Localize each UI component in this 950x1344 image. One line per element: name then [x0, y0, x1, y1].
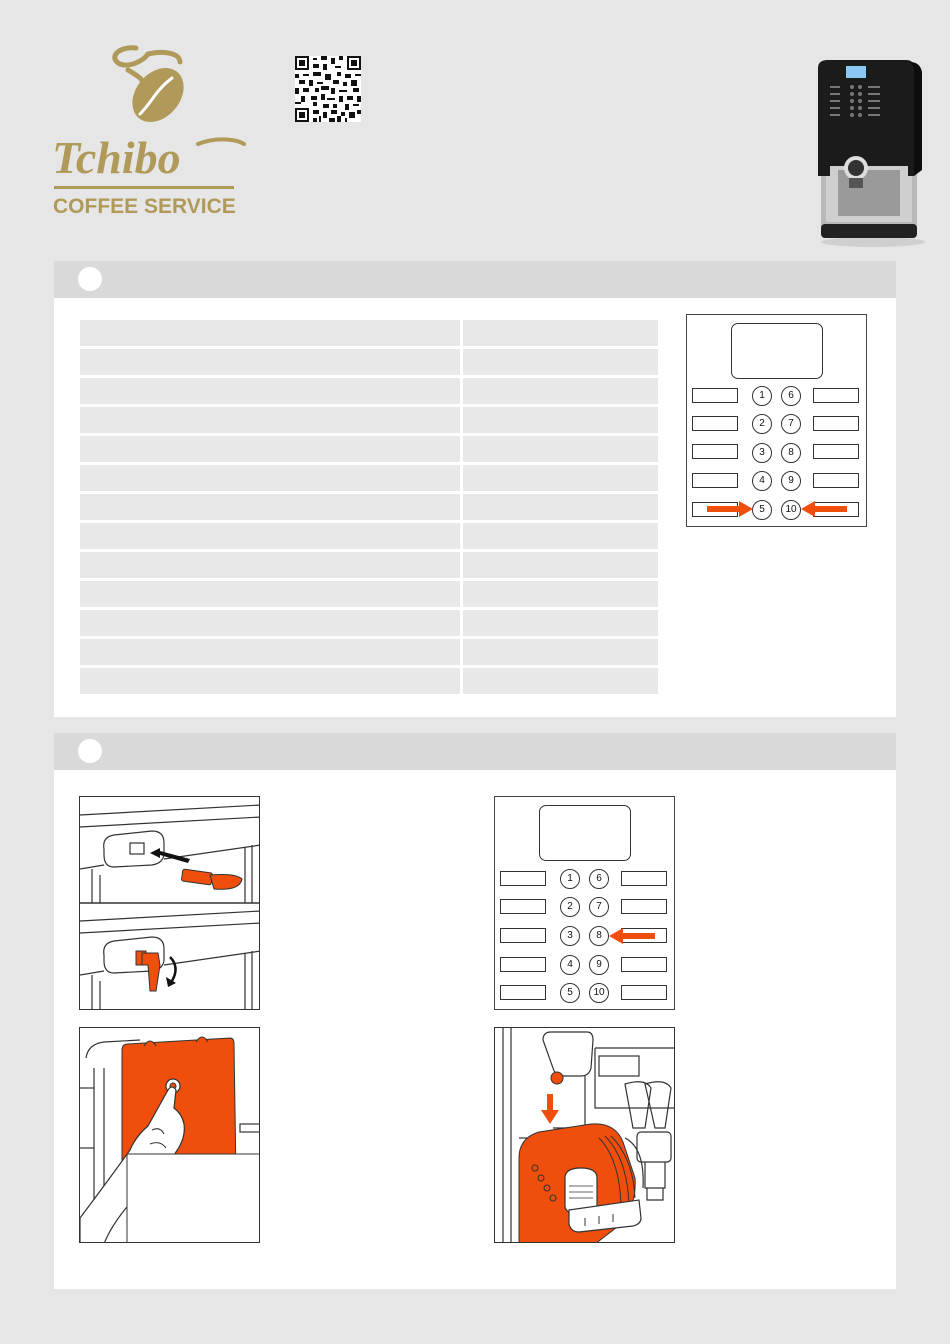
logo-subtitle: COFFEE SERVICE [53, 195, 236, 218]
key-2[interactable]: 2 [560, 897, 580, 917]
table-row [80, 494, 658, 520]
key-8[interactable]: 8 [781, 443, 801, 463]
keypad-display [539, 805, 631, 861]
key-7[interactable]: 7 [589, 897, 609, 917]
key-label-box [692, 473, 738, 488]
key-label-box [692, 416, 738, 431]
milk-module-illustration [494, 1027, 675, 1243]
key-1[interactable]: 1 [752, 386, 772, 406]
section-header-2 [54, 733, 896, 770]
key-label-box [813, 444, 859, 459]
table-row [80, 378, 658, 404]
key-insert-illustration [79, 796, 260, 1010]
arrow-right-icon [707, 501, 753, 517]
key-10[interactable]: 10 [589, 983, 609, 1003]
table-row [80, 465, 658, 491]
table-row [80, 320, 658, 346]
key-label-box [621, 899, 667, 914]
keypad-display [731, 323, 823, 379]
key-4[interactable]: 4 [752, 471, 772, 491]
key-label-box [500, 985, 546, 1000]
table-row [80, 436, 658, 462]
section-header-1 [54, 261, 896, 298]
settings-panel [54, 261, 896, 717]
parameter-table [80, 317, 658, 697]
key-label-box [692, 444, 738, 459]
key-label-box [813, 473, 859, 488]
key-4[interactable]: 4 [560, 955, 580, 975]
key-9[interactable]: 9 [589, 955, 609, 975]
key-label-box [813, 416, 859, 431]
key-label-box [692, 388, 738, 403]
keypad-diagram-service [686, 314, 867, 527]
key-7[interactable]: 7 [781, 414, 801, 434]
key-1[interactable]: 1 [560, 869, 580, 889]
key-label-box [621, 985, 667, 1000]
arrow-left-icon [609, 928, 655, 944]
table-row [80, 581, 658, 607]
key-10[interactable]: 10 [781, 500, 801, 520]
key-label-box [500, 899, 546, 914]
key-label-box [813, 388, 859, 403]
procedure-panel [54, 733, 896, 1289]
table-row [80, 523, 658, 549]
wordmark-text: Tchibo [52, 132, 181, 183]
key-label-box [621, 957, 667, 972]
arrow-left-icon [801, 501, 847, 517]
key-label-box [500, 928, 546, 943]
key-label-box [500, 871, 546, 886]
key-6[interactable]: 6 [781, 386, 801, 406]
table-row [80, 639, 658, 665]
table-row [80, 668, 658, 694]
keypad-diagram-step [494, 796, 675, 1010]
key-5[interactable]: 5 [752, 500, 772, 520]
table-row [80, 349, 658, 375]
key-3[interactable]: 3 [752, 443, 772, 463]
key-8[interactable]: 8 [589, 926, 609, 946]
key-3[interactable]: 3 [560, 926, 580, 946]
key-label-box [500, 957, 546, 972]
tchibo-logo [48, 40, 248, 190]
section-number-badge [78, 739, 102, 763]
table-row [80, 552, 658, 578]
key-9[interactable]: 9 [781, 471, 801, 491]
table-row [80, 407, 658, 433]
coffee-machine-image [818, 58, 938, 248]
table-row [80, 610, 658, 636]
key-label-box [621, 871, 667, 886]
key-6[interactable]: 6 [589, 869, 609, 889]
key-5[interactable]: 5 [560, 983, 580, 1003]
qr-code[interactable] [295, 56, 361, 122]
key-2[interactable]: 2 [752, 414, 772, 434]
panel-release-illustration [79, 1027, 260, 1243]
section-number-badge [78, 267, 102, 291]
